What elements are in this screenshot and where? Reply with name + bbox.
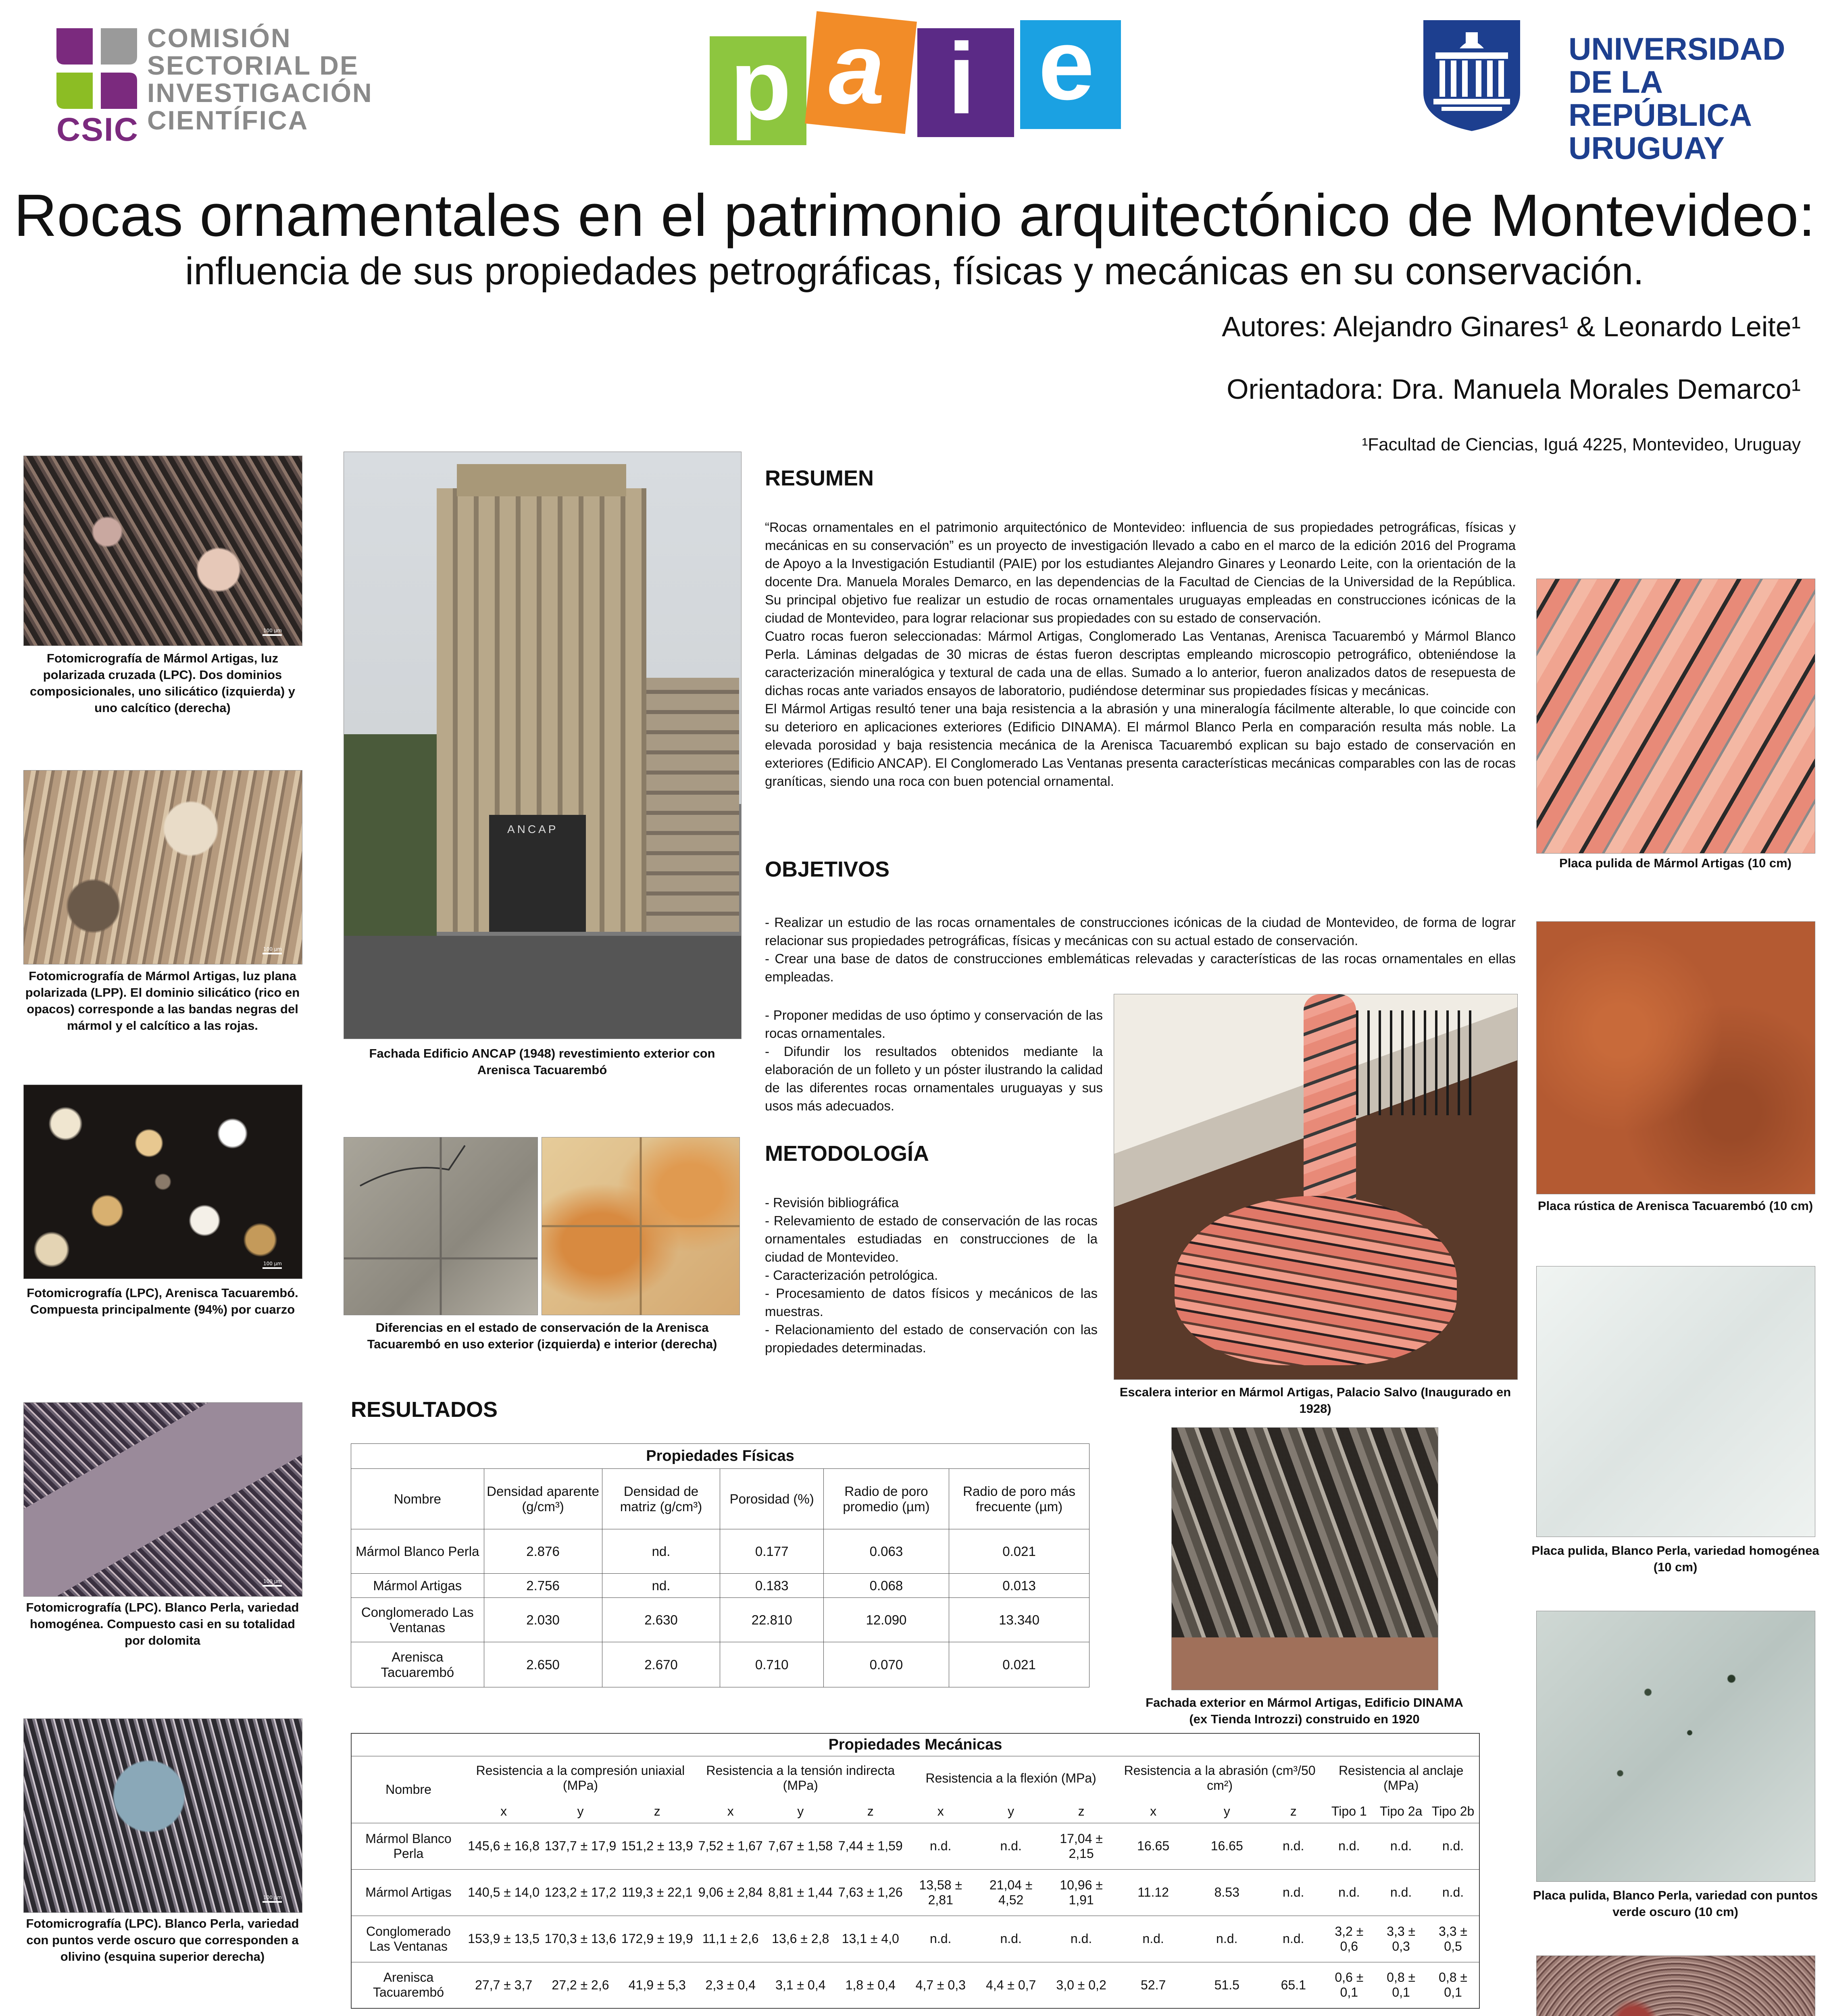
caption-ancap: Fachada Edificio ANCAP (1948) revestimiento exterior con Arenisca Tacuarembó bbox=[369, 1046, 715, 1077]
cell: 41,9 ± 5,3 bbox=[619, 1962, 696, 2008]
cell: 123,2 ± 17,2 bbox=[542, 1869, 619, 1916]
photo-edificio-ancap bbox=[344, 452, 742, 1039]
tabla-propiedades-mecanicas bbox=[351, 1733, 1480, 2009]
cell: n.d. bbox=[1264, 1823, 1323, 1869]
sub-header: y bbox=[1223, 1804, 1230, 1819]
slab-blanco-perla-puntos bbox=[1536, 1611, 1815, 1882]
mecanicas-header-nombre: Nombre bbox=[385, 1782, 431, 1797]
sub-header: Tipo 1 bbox=[1331, 1804, 1367, 1819]
cell: 11.12 bbox=[1117, 1869, 1190, 1916]
sub-header: x bbox=[1150, 1804, 1157, 1819]
paie-letter-i: i bbox=[948, 22, 976, 135]
slab-marmol-artigas bbox=[1536, 579, 1815, 854]
cell: 51.5 bbox=[1190, 1962, 1264, 2008]
sub-header: x bbox=[937, 1804, 944, 1819]
sub-header: Tipo 2a bbox=[1379, 1804, 1423, 1819]
cell: 8.53 bbox=[1190, 1869, 1264, 1916]
cell: 7,44 ± 1,59 bbox=[835, 1823, 906, 1869]
cell: 172,9 ± 19,9 bbox=[619, 1916, 696, 1962]
cell: n.d. bbox=[1264, 1916, 1323, 1962]
udelar-line-1: UNIVERSIDAD bbox=[1569, 31, 1785, 67]
cell: 13,6 ± 2,8 bbox=[765, 1916, 835, 1962]
csic-abbr: CSIC bbox=[56, 111, 139, 148]
cell: n.d. bbox=[1427, 1869, 1479, 1916]
fisicas-header-nombre: Nombre bbox=[351, 1469, 484, 1529]
cell: n.d. bbox=[1323, 1869, 1375, 1916]
cell: 27,2 ± 2,6 bbox=[542, 1962, 619, 2008]
authors: Autores: Alejandro Ginares¹ & Leonardo Leite¹ bbox=[1222, 311, 1801, 342]
cell: n.d. bbox=[1117, 1916, 1190, 1962]
sub-header: z bbox=[1078, 1804, 1085, 1819]
micrograph-artigas-lpp bbox=[23, 770, 302, 964]
caption-micrograph-1: Fotomicrografía de Mármol Artigas, luz polarizada cruzada (LPC). Dos dominios composicionales, uno silicático (izquierda) y uno calcítico (derecha) bbox=[29, 651, 296, 715]
metodologia-item-4: - Procesamiento de datos físicos y mecánicos de las muestras. bbox=[765, 1286, 1098, 1319]
slab-arenisca-tacuarembo bbox=[1536, 921, 1815, 1194]
scale-label: 100 µm bbox=[263, 1895, 282, 1900]
cell: 0.063 bbox=[823, 1529, 949, 1574]
micrograph-arenisca-lpc bbox=[23, 1085, 302, 1279]
resumen-paragraph-1: “Rocas ornamentales en el patrimonio arquitectónico de Montevideo: influencia de sus propiedades petrográficas, físicas y mecánicas en su conservación” es un proyecto de investigación llevado a cabo en el marco de la edición 2016 del Programa de Apoyo a la Investigación Estudiantil (PAIE) por los estudiantes Alejandro Ginares y Leonardo Leite, con la orientación de la docente Dra. Manuela Morales Demarco, en las dependencias de la Facultad de Ciencias de la Universidad de la República. Su principal objetivo fue realizar un estudio de rocas ornamentales uruguayas empleadas en construcciones icónicas de la ciudad de Montevideo, para lograr relacionar sus propiedades con su estado de conservación. bbox=[765, 520, 1516, 625]
cell: Arenisca Tacuarembó bbox=[351, 1962, 465, 2008]
caption-slab-1: Placa pulida de Mármol Artigas (10 cm) bbox=[1559, 856, 1792, 870]
cell: 7,52 ± 1,67 bbox=[696, 1823, 766, 1869]
cell: 137,7 ± 17,9 bbox=[542, 1823, 619, 1869]
cell: 0,8 ± 0,1 bbox=[1375, 1962, 1427, 2008]
cell: 0,8 ± 0,1 bbox=[1427, 1962, 1479, 2008]
poster-subtitle: influencia de sus propiedades petrográficas, físicas y mecánicas en su conservación. bbox=[185, 250, 1644, 293]
cell: 13,58 ± 2,81 bbox=[906, 1869, 976, 1916]
udelar-logo bbox=[1419, 16, 1802, 166]
cell: 21,04 ± 4,52 bbox=[976, 1869, 1046, 1916]
photo-escalera-palacio-salvo bbox=[1114, 994, 1518, 1380]
micrograph-blanco-perla-puntos bbox=[23, 1718, 302, 1913]
udelar-line-2: DE LA REPÚBLICA bbox=[1569, 64, 1752, 133]
objetivos-heading: OBJETIVOS bbox=[765, 857, 890, 881]
caption-micrograph-5: Fotomicrografía (LPC). Blanco Perla, variedad con puntos verde oscuro que corresponden a olivino (esquina superior derecha) bbox=[26, 1916, 299, 1964]
cell: n.d. bbox=[1190, 1916, 1264, 1962]
cell: 3,3 ± 0,3 bbox=[1375, 1916, 1427, 1962]
cell: 27,7 ± 3,7 bbox=[465, 1962, 542, 2008]
cell: 0.068 bbox=[823, 1574, 949, 1598]
metodologia-heading: METODOLOGÍA bbox=[765, 1141, 929, 1166]
cell: 13,1 ± 4,0 bbox=[835, 1916, 906, 1962]
mecanicas-header-flexion: Resistencia a la flexión (MPa) bbox=[925, 1770, 1096, 1785]
table-row bbox=[351, 1823, 1479, 1869]
resumen-heading: RESUMEN bbox=[765, 466, 874, 490]
cell: 145,6 ± 16,8 bbox=[465, 1823, 542, 1869]
cell: 0.183 bbox=[720, 1574, 823, 1598]
cell: 52.7 bbox=[1117, 1962, 1190, 2008]
cell: 119,3 ± 22,1 bbox=[619, 1869, 696, 1916]
slab-blanco-perla-homogenea bbox=[1536, 1266, 1815, 1537]
scale-label: 100 µm bbox=[263, 1261, 282, 1266]
caption-micrograph-3: Fotomicrografía (LPC), Arenisca Tacuarembó. Compuesta principalmente (94%) por cuarzo bbox=[27, 1286, 298, 1316]
cell: 9,06 ± 2,84 bbox=[696, 1869, 766, 1916]
csic-line-3: INVESTIGACIÓN bbox=[147, 78, 373, 108]
sub-header: y bbox=[797, 1804, 804, 1819]
cell: nd. bbox=[602, 1574, 720, 1598]
cell: 0.070 bbox=[823, 1642, 949, 1687]
cell: 0.021 bbox=[949, 1642, 1089, 1687]
micrograph-blanco-perla-homogenea bbox=[23, 1402, 302, 1597]
cell: n.d. bbox=[976, 1823, 1046, 1869]
micrograph-artigas-lpc bbox=[23, 456, 302, 646]
paie-logo bbox=[710, 8, 1129, 149]
cell: 8,81 ± 1,44 bbox=[765, 1869, 835, 1916]
scale-label: 100 µm bbox=[263, 1579, 282, 1584]
poster-title: Rocas ornamentales en el patrimonio arquitectónico de Montevideo: bbox=[14, 182, 1815, 249]
csic-squares-icon bbox=[56, 28, 137, 109]
fisicas-header-densidad-matriz: Densidad de matriz (g/cm³) bbox=[602, 1469, 720, 1529]
mecanicas-header-anclaje: Resistencia al anclaje (MPa) bbox=[1338, 1763, 1464, 1793]
slab-conglomerado-las-ventanas bbox=[1536, 1956, 1815, 2016]
cell: 2.650 bbox=[484, 1642, 602, 1687]
cell: Mármol Blanco Perla bbox=[351, 1823, 465, 1869]
cell: Mármol Artigas bbox=[351, 1869, 465, 1916]
paie-letter-a: a bbox=[829, 12, 885, 125]
sub-header: z bbox=[654, 1804, 660, 1819]
scale-label: 100 µm bbox=[263, 628, 282, 633]
objetivo-item-4: - Difundir los resultados obtenidos mediante la elaboración de un folleto y un póster ilustrando la calidad de las diferentes rocas ornamentales uruguayas y sus usos más adecuados. bbox=[765, 1044, 1103, 1113]
cell: Arenisca Tacuarembó bbox=[351, 1642, 484, 1687]
caption-slab-2: Placa rústica de Arenisca Tacuarembó (10 cm) bbox=[1537, 1199, 1813, 1213]
fisicas-header-porosidad: Porosidad (%) bbox=[720, 1469, 823, 1529]
table-row bbox=[351, 1642, 1089, 1687]
cell: 22.810 bbox=[720, 1598, 823, 1642]
metodologia-item-3: - Caracterización petrológica. bbox=[765, 1268, 938, 1283]
tabla-propiedades-fisicas bbox=[351, 1443, 1089, 1687]
cell: 2.630 bbox=[602, 1598, 720, 1642]
scale-label: 100 µm bbox=[263, 946, 282, 952]
fisicas-header-radio-frecuente: Radio de poro más frecuente (µm) bbox=[949, 1469, 1089, 1529]
table-row bbox=[351, 1869, 1479, 1916]
cell: 140,5 ± 14,0 bbox=[465, 1869, 542, 1916]
objetivos-list-bottom bbox=[765, 1006, 1103, 1115]
udelar-line-3: URUGUAY bbox=[1569, 130, 1725, 166]
cell: Mármol Artigas bbox=[351, 1574, 484, 1598]
photo-arenisca-exterior bbox=[344, 1137, 538, 1315]
cell: 153,9 ± 13,5 bbox=[465, 1916, 542, 1962]
advisor: Orientadora: Dra. Manuela Morales Demarco¹ bbox=[1227, 373, 1801, 405]
table-row bbox=[351, 1598, 1089, 1642]
fisicas-header-densidad-aparente: Densidad aparente (g/cm³) bbox=[484, 1469, 602, 1529]
cell: 13.340 bbox=[949, 1598, 1089, 1642]
cell: 17,04 ± 2,15 bbox=[1046, 1823, 1116, 1869]
metodologia-item-2: - Relevamiento de estado de conservación de las rocas ornamentales estudiadas en construcciones de la ciudad de Montevideo. bbox=[765, 1213, 1098, 1264]
table-row bbox=[351, 1529, 1089, 1574]
mecanicas-title: Propiedades Mecánicas bbox=[351, 1733, 1479, 1756]
metodologia-item-5: - Relacionamiento del estado de conservación con las propiedades determinadas. bbox=[765, 1322, 1098, 1355]
caption-slab-4: Placa pulida, Blanco Perla, variedad con puntos verde oscuro (10 cm) bbox=[1533, 1888, 1818, 1919]
resumen-text bbox=[765, 518, 1516, 790]
sub-header: x bbox=[500, 1804, 507, 1819]
csic-line-1: COMISIÓN bbox=[147, 23, 292, 53]
metodologia-list bbox=[765, 1193, 1098, 1357]
objetivo-item-1: - Realizar un estudio de las rocas ornamentales de construcciones icónicas de la ciudad de Montevideo, de forma de lograr relacionar sus propiedades petrográficas, físicas y mecánicas con su actual estado de conservación. bbox=[765, 915, 1516, 948]
sub-header: z bbox=[867, 1804, 874, 1819]
csic-logo bbox=[56, 23, 419, 148]
sub-header: Tipo 2b bbox=[1431, 1804, 1475, 1819]
cell: Conglomerado Las Ventanas bbox=[351, 1916, 465, 1962]
table-row bbox=[351, 1574, 1089, 1598]
cell: 3,0 ± 0,2 bbox=[1046, 1962, 1116, 2008]
objetivo-item-2: - Crear una base de datos de construcciones emblemáticas relevadas y características de las rocas ornamentales en ellas empleadas. bbox=[765, 951, 1516, 984]
cell: n.d. bbox=[976, 1916, 1046, 1962]
caption-micrograph-4: Fotomicrografía (LPC). Blanco Perla, variedad homogénea. Compuesto casi en su totalidad por dolomita bbox=[26, 1600, 299, 1647]
cell: n.d. bbox=[1264, 1869, 1323, 1916]
caption-dinama: Fachada exterior en Mármol Artigas, Edificio DINAMA (ex Tienda Introzzi) construido en 1920 bbox=[1146, 1695, 1463, 1726]
cell: 2.876 bbox=[484, 1529, 602, 1574]
mecanicas-header-abrasion: Resistencia a la abrasión (cm³/50 cm²) bbox=[1124, 1763, 1316, 1793]
cell: n.d. bbox=[1375, 1823, 1427, 1869]
objetivos-list-top bbox=[765, 913, 1516, 986]
cell: 170,3 ± 13,6 bbox=[542, 1916, 619, 1962]
cell: 0,6 ± 0,1 bbox=[1323, 1962, 1375, 2008]
photo-fachada-dinama bbox=[1171, 1427, 1438, 1690]
cell: 0.177 bbox=[720, 1529, 823, 1574]
sub-header: y bbox=[1008, 1804, 1014, 1819]
cell: 0.013 bbox=[949, 1574, 1089, 1598]
cell: 16.65 bbox=[1190, 1823, 1264, 1869]
cell: 2.756 bbox=[484, 1574, 602, 1598]
resumen-paragraph-2: Cuatro rocas fueron seleccionadas: Mármol Artigas, Conglomerado Las Ventanas, Arenisca Tacuarembó y Mármol Blanco Perla. Láminas delgadas de 30 micras de éstas fueron descriptas empleando microscopio petrográfico, obteniéndose la caracterización mineralógica y textural de cada una de ellas. Sumado a lo anterior, fueron analizados datos de resepuesta de dichas rocas ante variados ensayos de laboratorio, pudiéndose determinar sus propiedades físicas y mecánicas. bbox=[765, 629, 1516, 698]
cell: 0.710 bbox=[720, 1642, 823, 1687]
cell: 4,7 ± 0,3 bbox=[906, 1962, 976, 2008]
cell: 3,1 ± 0,4 bbox=[765, 1962, 835, 2008]
cell: Conglomerado Las Ventanas bbox=[351, 1598, 484, 1642]
cell: 0.021 bbox=[949, 1529, 1089, 1574]
cell: 3,3 ± 0,5 bbox=[1427, 1916, 1479, 1962]
cell: 3,2 ± 0,6 bbox=[1323, 1916, 1375, 1962]
mecanicas-header-compresion: Resistencia a la compresión uniaxial (MPa) bbox=[476, 1763, 685, 1793]
photo-arenisca-interior bbox=[542, 1137, 740, 1315]
cell: n.d. bbox=[1375, 1869, 1427, 1916]
paie-letter-p: p bbox=[730, 28, 792, 141]
cell: 7,67 ± 1,58 bbox=[765, 1823, 835, 1869]
caption-diferencias: Diferencias en el estado de conservación de la Arenisca Tacuarembó en uso exterior (izquierda) e interior (derecha) bbox=[367, 1320, 717, 1351]
csic-line-4: CIENTÍFICA bbox=[147, 105, 309, 135]
cell: 10,96 ± 1,91 bbox=[1046, 1869, 1116, 1916]
csic-line-2: SECTORIAL DE bbox=[147, 50, 359, 80]
caption-micrograph-2: Fotomicrografía de Mármol Artigas, luz plana polarizada (LPP). El dominio silicático (rico en opacos) corresponde a las bandas negras del mármol y el calcítico a las rojas. bbox=[25, 969, 300, 1033]
cell: 16.65 bbox=[1117, 1823, 1190, 1869]
caption-escalera: Escalera interior en Mármol Artigas, Palacio Salvo (Inaugurado en 1928) bbox=[1119, 1385, 1511, 1416]
cell: 11,1 ± 2,6 bbox=[696, 1916, 766, 1962]
cell: Mármol Blanco Perla bbox=[351, 1529, 484, 1574]
cell: 12.090 bbox=[823, 1598, 949, 1642]
resumen-paragraph-3: El Mármol Artigas resultó tener una baja resistencia a la abrasión y una mineralogía fácilmente alterable, lo que coincide con su deterioro en aplicaciones exteriores (Edificio DINAMA). El mármol Blanco Perla en comparación resulta más noble. La elevada porosidad y baja resistencia mecánica de la Arenisca Tacuarembó explican su bajo estado de conservación en exteriores (Edificio ANCAP). El Conglomerado Las Ventanas presenta características mecánicas comparables con las de rocas graníticas, siendo una roca con buen potencial ornamental. bbox=[765, 701, 1516, 789]
mecanicas-header-tension: Resistencia a la tensión indirecta (MPa) bbox=[706, 1763, 895, 1793]
cell: 4,4 ± 0,7 bbox=[976, 1962, 1046, 2008]
cell: nd. bbox=[602, 1529, 720, 1574]
udelar-building-icon bbox=[1419, 16, 1524, 133]
affiliation: ¹Facultad de Ciencias, Iguá 4225, Montevideo, Uruguay bbox=[1362, 435, 1801, 454]
ancap-sign: ANCAP bbox=[507, 823, 558, 835]
cell: 2.670 bbox=[602, 1642, 720, 1687]
metodologia-item-1: - Revisión bibliográfica bbox=[765, 1195, 899, 1210]
objetivo-item-3: - Proponer medidas de uso óptimo y conservación de las rocas ornamentales. bbox=[765, 1008, 1103, 1041]
cell: n.d. bbox=[906, 1823, 976, 1869]
cell: 2.030 bbox=[484, 1598, 602, 1642]
cell: 1,8 ± 0,4 bbox=[835, 1962, 906, 2008]
cell: 151,2 ± 13,9 bbox=[619, 1823, 696, 1869]
table-row bbox=[351, 1916, 1479, 1962]
resultados-heading: RESULTADOS bbox=[351, 1397, 498, 1422]
cell: n.d. bbox=[1427, 1823, 1479, 1869]
sub-header: y bbox=[577, 1804, 584, 1819]
cell: n.d. bbox=[1046, 1916, 1116, 1962]
caption-slab-3: Placa pulida, Blanco Perla, variedad homogénea (10 cm) bbox=[1531, 1543, 1819, 1574]
cell: 65.1 bbox=[1264, 1962, 1323, 2008]
cell: 2,3 ± 0,4 bbox=[696, 1962, 766, 2008]
cell: 7,63 ± 1,26 bbox=[835, 1869, 906, 1916]
fisicas-title: Propiedades Físicas bbox=[351, 1444, 1089, 1469]
sub-header: x bbox=[727, 1804, 734, 1819]
cell: n.d. bbox=[906, 1916, 976, 1962]
fisicas-header-radio-promedio: Radio de poro promedio (µm) bbox=[823, 1469, 949, 1529]
paie-letter-e: e bbox=[1038, 8, 1095, 121]
table-row bbox=[351, 1962, 1479, 2008]
sub-header: z bbox=[1290, 1804, 1297, 1819]
cell: n.d. bbox=[1323, 1823, 1375, 1869]
